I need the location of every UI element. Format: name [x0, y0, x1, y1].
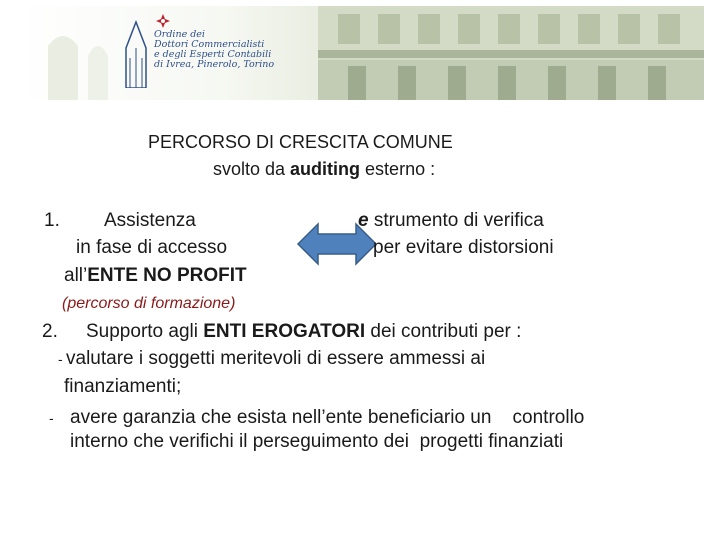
- bullet-1-line-2: finanziamenti;: [64, 376, 182, 397]
- header-banner: [18, 6, 704, 100]
- bullet-2-dash: -: [49, 410, 54, 426]
- bullet-1-line-1: valutare i soggetti meritevoli di essere ammessi ai: [66, 348, 486, 369]
- building-facade-image: [18, 6, 704, 100]
- bullet-2-line-2: interno che verifichi il perseguimento dei progetti finanziati: [70, 431, 564, 452]
- item-1-text: all’: [64, 265, 88, 286]
- bullet-1-dash: -: [58, 351, 63, 367]
- item-1-note: (percorso di formazione): [62, 295, 236, 312]
- title-text: esterno :: [360, 159, 436, 179]
- logo-line: e degli Esperti Contabili: [154, 49, 272, 60]
- title-emphasis: auditing: [290, 159, 361, 179]
- title-line-2: [213, 158, 435, 180]
- item-1-left-line-1: Assistenza: [104, 210, 196, 231]
- item-2-emphasis: ENTI EROGATORI: [203, 321, 366, 342]
- item-2-number: 2.: [42, 321, 58, 342]
- logo-line: di Ivrea, Pinerolo, Torino: [154, 59, 275, 70]
- bullet-2-line-1: avere garanzia che esista nell’ente beneficiario un controllo: [70, 407, 585, 428]
- item-2-text: [86, 321, 521, 343]
- item-1-right-emphasis: e: [358, 210, 369, 231]
- title-line-1: PERCORSO DI CRESCITA COMUNE: [148, 132, 453, 152]
- logo-line: Ordine dei: [154, 29, 205, 40]
- item-1-left-line-3: [64, 265, 247, 287]
- logo-line: Dottori Commercialisti: [154, 39, 265, 50]
- logo-emblem-icon: [122, 18, 150, 88]
- logo-text: [154, 30, 274, 70]
- item-1-number: 1.: [44, 210, 60, 231]
- item-1-right-text: strumento di verifica: [368, 210, 544, 231]
- item-2-text-part: dei contributi per :: [365, 321, 522, 342]
- title-text: svolto da: [213, 159, 291, 179]
- item-1-emphasis: ENTE NO PROFIT: [87, 265, 247, 286]
- item-1-left-line-2: in fase di accesso: [76, 237, 228, 258]
- item-2-text-part: Supporto agli: [86, 321, 204, 342]
- item-1-right-line-1: [358, 210, 544, 232]
- item-1-right-line-2: per evitare distorsioni: [373, 237, 554, 258]
- logo-cross-icon: [156, 14, 170, 28]
